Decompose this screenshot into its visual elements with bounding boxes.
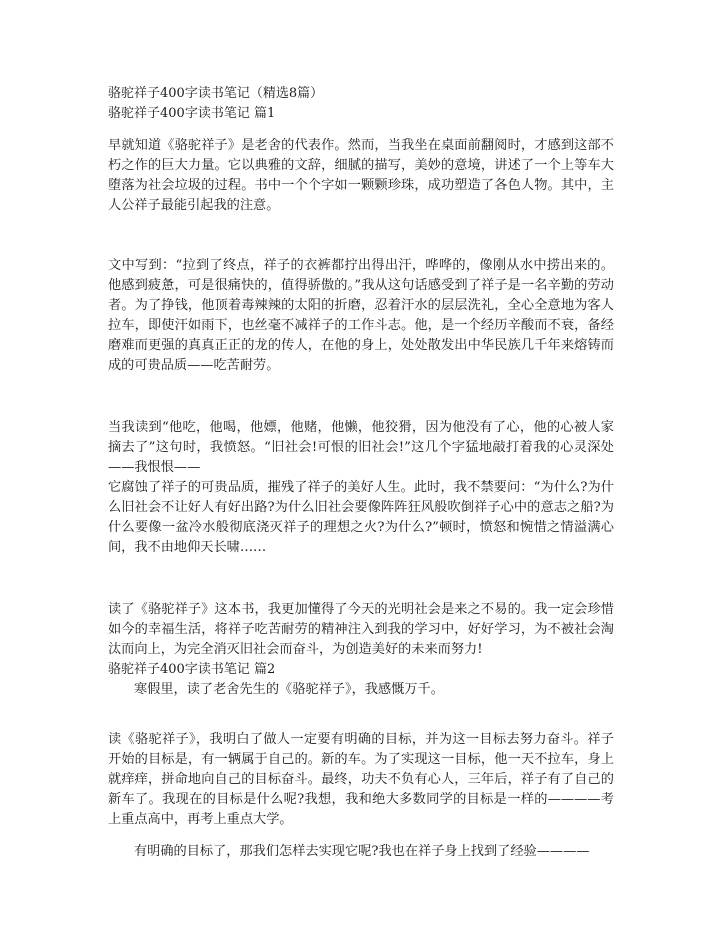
paragraph-2: 文中写到：“拉到了终点，祥子的衣裤都拧出得出汗，哗哗的，像刚从水中捞出来的。他感到疲惫，可是很痛快的，值得骄傲的。”我从这句话感受到了祥子是一名辛勤的劳动者。为了挣钱，他顶着毒辣辣的太阳的折磨，忍着汗水的层层洗礼，全心全意地为客人拉车，即使汗如雨下，也丝毫不减祥子的工作斗志。他，是一个经历辛酸而不衰，备经磨难而更强的真真正正的龙的传人，在他的身上，处处散发出中华民族几千年来熔铸而成的可贵品质——吃苦耐劳。	[108, 258, 614, 373]
paragraph-8: 有明确的目标了，那我们怎样去实现它呢?我也在祥子身上找到了经验————	[134, 844, 590, 859]
section-heading-1: 骆驼祥子400字读书笔记 篇1	[108, 106, 276, 121]
spacer	[108, 700, 614, 730]
spacer	[108, 124, 614, 136]
paragraph-7: 读《骆驼祥子》，我明白了做人一定要有明确的目标，并为这一目标去努力奋斗。祥子开始的目标是，有一辆属于自己的。新的车。为了实现这一目标，他一天不拉车，身上就痒痒，拼命地向自己的目标奋斗。最终，功夫不负有心人，三年后，祥子有了自己的新车了。我现在的目标是什么呢?我想，我和绝大多数同学的目标是一样的————考上重点高中，再考上重点大学。	[108, 732, 614, 827]
paragraph-1: 早就知道《骆驼祥子》是老舍的代表作。然而，当我坐在桌面前翻阅时，才感到这部不朽之作的巨大力量。它以典雅的文辞，细腻的描写，美妙的意境，讲述了一个上等车大堕落为社会垃圾的过程。书中一个个字如一颗颗珍珠，成功塑造了各色人物。其中，主人公祥子最能引起我的注意。	[108, 138, 614, 213]
document-title: 骆驼祥子400字读书笔记（精选8篇）	[108, 86, 324, 101]
paragraph-6: 寒假里，读了老舍先生的《骆驼祥子》，我感慨万千。	[134, 682, 444, 697]
paragraph-4: 它腐蚀了祥子的可贵品质，摧残了祥子的美好人生。此时，我不禁要问：“为什么?为什么旧社会不让好人有好出路?为什么旧社会要像阵阵狂风般吹倒祥子心中的意志之船?为什么要像一盆冷水般彻底浇灭祥子的理想之火?为什么?”顿时，愤怒和惋惜之情溢满心间，我不由地仰天长啸……	[108, 480, 614, 555]
section-heading-2: 骆驼祥子400字读书笔记 篇2	[108, 662, 276, 677]
spacer	[108, 216, 614, 256]
spacer	[108, 376, 614, 418]
spacer	[108, 830, 614, 842]
document-page	[108, 84, 614, 862]
paragraph-5: 读了《骆驼祥子》这本书，我更加懂得了今天的光明社会是来之不易的。我一定会珍惜如今的幸福生活，将祥子吃苦耐劳的精神注入到我的学习中，好好学习，为不被社会淘汰而向上，为完全消灭旧社会而奋斗，为创造美好的未来而努力!	[108, 602, 614, 657]
paragraph-3: 当我读到“他吃，他喝，他嫖，他赌，他懒，他狡猾，因为他没有了心，他的心被人家摘去了”这句时，我愤怒。“旧社会!可恨的旧社会!”这几个字猛地敲打着我的心灵深处——我恨恨——	[108, 420, 614, 475]
spacer	[108, 558, 614, 600]
